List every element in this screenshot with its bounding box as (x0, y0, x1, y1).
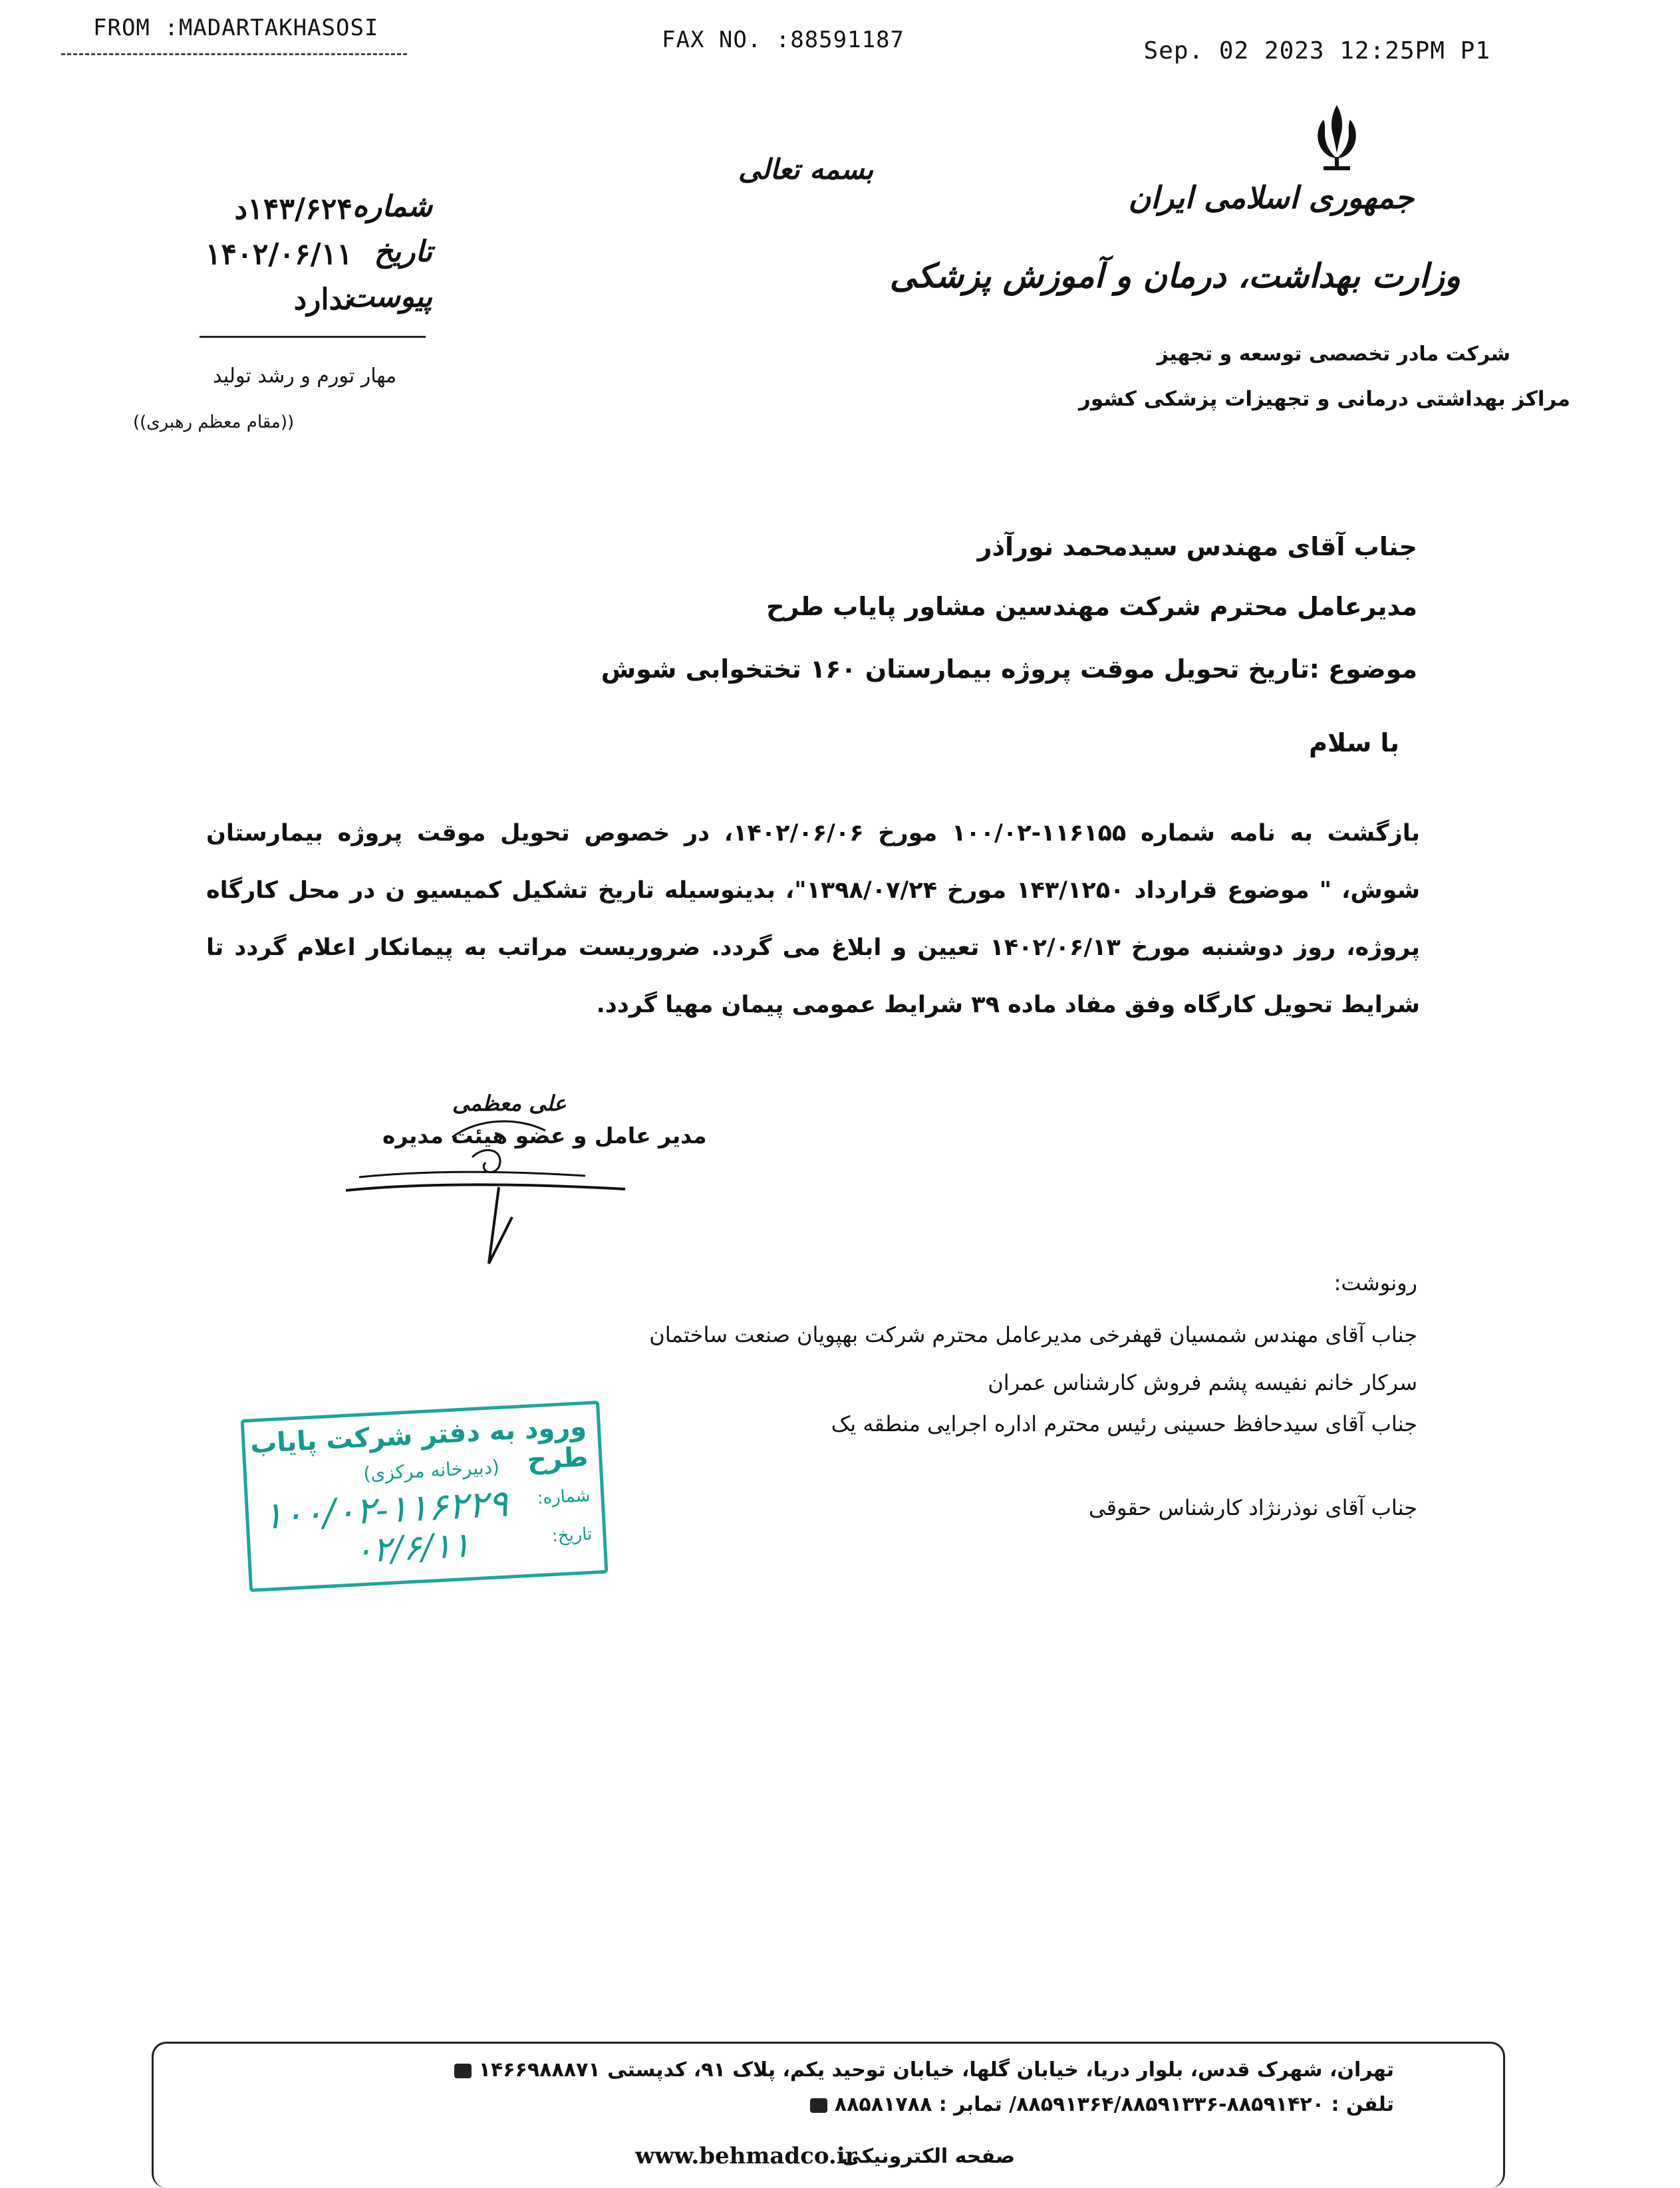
mailbox-icon (454, 2064, 472, 2078)
stamp-subtitle: (دبیرخانه مرکزی) (362, 1456, 500, 1485)
fax-from-line: FROM :MADARTAKHASOSI (93, 15, 379, 41)
footer-phones (805, 2093, 1394, 2116)
addressee-name: جناب آقای مهندس سیدمحمد نورآذر (977, 532, 1417, 561)
stamp-number-label: شماره: (536, 1485, 591, 1509)
cc-recipient: جناب آقای نوذرنژاد کارشناس حقوقی (1088, 1495, 1417, 1520)
signer-title: مدیر عامل و عضو هیئت مدیره (382, 1123, 707, 1149)
letter-attachment-value: ندارد (293, 283, 352, 317)
letter-number-value: ۱۴۳/۶۲۴د (234, 192, 352, 226)
letter-attachment-row (180, 280, 432, 325)
cc-recipient: جناب آقای سیدحافظ حسینی رئیس محترم اداره اجرایی منطقه یک (831, 1411, 1417, 1436)
stamp-number-value: ۱۰۰/۰۲-۱۱۶۲۲۹ (261, 1482, 509, 1538)
fax-header-divider (61, 53, 407, 55)
letter-date-label: تاریخ (374, 235, 432, 269)
fax-datetime: Sep. 02 2023 12:25PM P1 (1143, 37, 1490, 65)
letter-attachment-label: پیوست (347, 280, 432, 314)
receipt-stamp (241, 1401, 609, 1592)
footer-address-text: تهران، شهرک قدس، بلوار دریا، خیابان گلها، خیابان توحید یکم، پلاک ۹۱، کدپستی ۱۴۶۶۹۸۸۸۷۱ (478, 2058, 1394, 2082)
ministry-line-1: جمهوری اسلامی ایران (1128, 180, 1414, 215)
stamp-date-value: ۰۲/۶/۱۱ (352, 1525, 472, 1572)
footer-address (449, 2058, 1394, 2082)
greeting: با سلام (1309, 728, 1399, 757)
letter-meta (180, 190, 432, 325)
letter-date-value: ۱۴۰۲/۰۶/۱۱ (205, 237, 352, 271)
footer-website-label: صفحه الکترونیکی (841, 2145, 1015, 2168)
signer-name: علی معظمی (452, 1091, 567, 1116)
footer-website-link[interactable]: www.behmadco.ir (635, 2143, 857, 2169)
letter-subject: موضوع :تاریخ تحویل موقت پروژه بیمارستان ۱۶۰ تختخوابی شوش (601, 654, 1417, 684)
slogan-attribution: ((مقام معظم رهبری)) (133, 412, 295, 432)
stamp-date-label: تاریخ: (551, 1524, 593, 1547)
letter-date-row (180, 235, 432, 280)
cc-recipient: جناب آقای مهندس شمسیان قهفرخی مدیرعامل محترم شرکت بهپویان صنعت ساختمان (649, 1322, 1417, 1347)
slogan: مهار تورم و رشد تولید (213, 364, 397, 388)
phone-icon (810, 2098, 827, 2113)
footer-phones-text: تلفن : ۸۸۵۹۱۴۲۰-۸۸۵۹۱۳۶۴/۸۸۵۹۱۳۳۶/ تمابر : ۸۸۵۸۱۷۸۸ (834, 2093, 1394, 2116)
fax-number: FAX NO. :88591187 (662, 27, 905, 53)
letter-number-row (180, 190, 432, 235)
addressee-title: مدیرعامل محترم شرکت مهندسین مشاور پایاب طرح (766, 592, 1417, 621)
iran-emblem-icon (1304, 100, 1370, 173)
bismillah: بسمه تعالی (738, 153, 874, 186)
cc-recipient: سرکار خانم نفیسه پشم فروش کارشناس عمران (988, 1370, 1417, 1395)
org-name-line-1: شرکت مادر تخصصی توسعه و تجهیز (1157, 342, 1510, 366)
cc-title: رونوشت: (1333, 1270, 1417, 1296)
letter-body: بازگشت به نامه شماره ۱۱۶۱۵۵-۱۰۰/۰۲ مورخ ۱۴۰۲/۰۶/۰۶، در خصوص تحویل موقت پروژه بیمارستان شوش، " موضوع قرارداد ۱۴۳/۱۲۵۰ مورخ ۱۳۹۸/۰۷/۲۴"، بدینوسیله تاریخ تشکیل کمیسیو ن در محل کارگاه پروژه، روز دوشنبه مورخ ۱۴۰۲/۰۶/۱۳ تعیین و ابلاغ می گردد. ضروریست مراتب به پیمانکار اعلام گردد تا شرایط تحویل کارگاه وفق مفاد ماده ۳۹ شرایط عمومی پیمان مهیا گردد. (206, 820, 1421, 1018)
meta-underline (200, 336, 426, 338)
org-name-line-3: مراکز بهداشتی درمانی و تجهیزات پزشکی کشور (1079, 387, 1570, 411)
stamp-title: ورود به دفتر شرکت پایاب طرح (249, 1411, 589, 1476)
letter-number-label: شماره (352, 190, 432, 223)
ministry-line-2: وزارت بهداشت، درمان و آموزش پزشکی (889, 256, 1461, 295)
